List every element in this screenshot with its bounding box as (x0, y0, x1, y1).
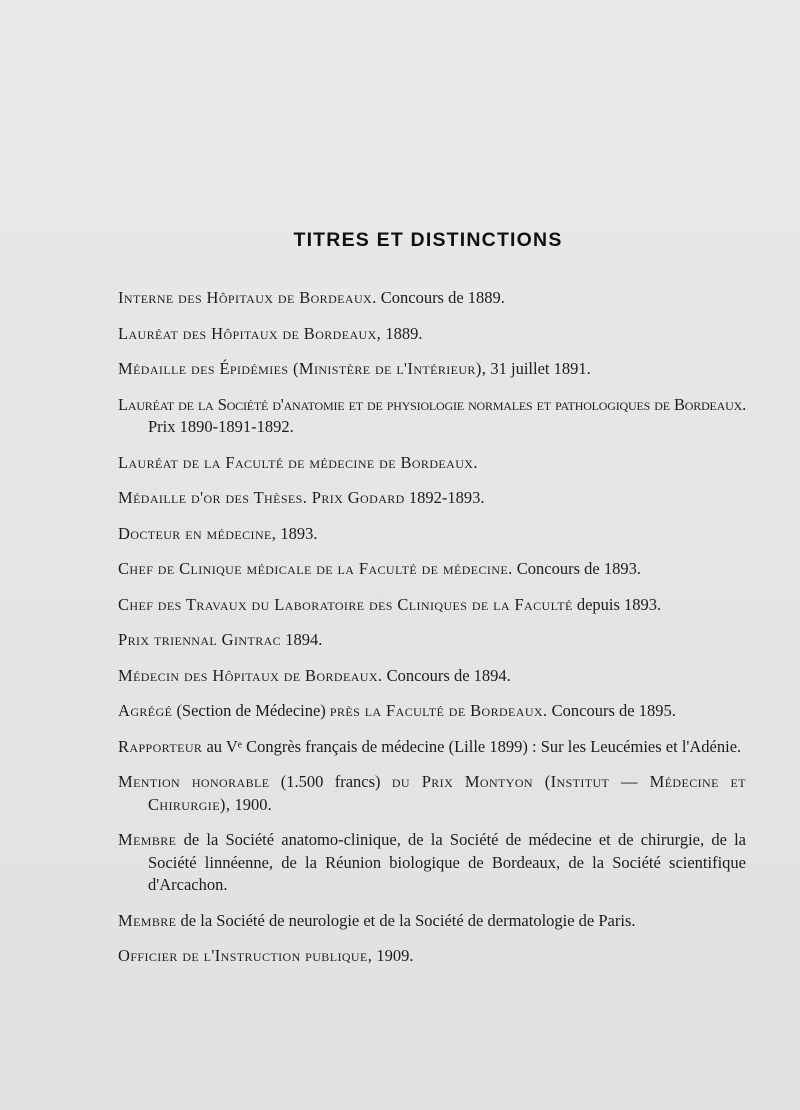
entry-heading: Chef des Travaux du Laboratoire des Cliniques de la Faculté (118, 594, 573, 614)
entry-heading-2: du Prix Montyon (Institut — Médecine et Chirurgie), (148, 772, 747, 814)
entry-text: de la Société anatomo-clinique, de la Société de médecine et de chirurgie, de la Société linnéenne, de la Réunion biologique de Bordeaux, de la Société scientifique d'Arcachon. (148, 830, 746, 894)
entry-text: 1909. (372, 946, 414, 965)
entry-heading: Interne des Hôpitaux de Bordeaux. (118, 288, 377, 307)
entry-heading: Rapporteur (118, 736, 203, 756)
list-item (118, 323, 746, 346)
list-item (118, 358, 746, 381)
entry-text: Concours de 1889. (376, 288, 505, 307)
entry-heading: Médaille d'or des Thèses. Prix Godard (118, 488, 405, 507)
list-item (118, 736, 746, 759)
list-item (118, 287, 746, 310)
page-title: TITRES ET DISTINCTIONS (293, 229, 563, 251)
list-item (118, 487, 746, 510)
list-item (118, 594, 746, 617)
list-item (118, 700, 746, 723)
entry-heading: Docteur en médecine, (118, 523, 277, 543)
entry-heading: Chef de Clinique médicale de la Faculté de médecine. (118, 559, 513, 578)
entry-heading: Médecin des Hôpitaux de Bordeaux. (118, 665, 383, 685)
entry-text-2: Concours de 1895. (547, 701, 676, 720)
entry-text: 1892-1893. (404, 488, 485, 507)
entry-heading: Prix triennal Gintrac (118, 630, 282, 649)
entry-text: 31 juillet 1891. (486, 359, 591, 378)
entry-heading-2: près la Faculté de Bordeaux. (329, 701, 548, 720)
list-item (118, 394, 746, 439)
entry-heading: Lauréat de la Société d'anatomie et de physiologie normales et pathologiques de Bordeaux. (118, 394, 746, 414)
list-item (118, 771, 746, 816)
entry-heading: Mention honorable (118, 772, 270, 791)
entry-text: depuis 1893. (572, 594, 662, 614)
list-item (118, 665, 746, 688)
entry-heading: Membre (118, 830, 177, 849)
entry-heading: Lauréat de la Faculté de médecine de Bordeaux. (118, 452, 478, 472)
list-item (118, 452, 746, 475)
entry-text: Concours de 1894. (382, 665, 511, 685)
entry-text: 1894. (281, 630, 323, 649)
distinctions-list (118, 287, 746, 981)
entry-heading: Membre (118, 910, 177, 930)
entry-text: de la Société de neurologie et de la Société de dermatologie de Paris. (176, 910, 636, 930)
list-item (118, 945, 746, 968)
list-item (118, 558, 746, 581)
entry-text: (1.500 francs) (269, 772, 392, 791)
entry-text: 1889. (381, 323, 423, 343)
entry-text: Prix 1890-1891-1892. (148, 417, 294, 436)
entry-text: Concours de 1893. (512, 559, 641, 578)
entry-text: (Section de Médecine) (172, 701, 330, 720)
list-item (118, 910, 746, 933)
entry-heading: Médaille des Épidémies (Ministère de l'Intérieur), (118, 359, 487, 378)
entry-text-2: 1900. (230, 794, 272, 814)
list-item (118, 629, 746, 652)
entry-heading: Agrégé (118, 701, 173, 720)
list-item (118, 829, 746, 897)
entry-heading: Lauréat des Hôpitaux de Bordeaux, (118, 323, 382, 343)
entry-text: 1893. (276, 523, 318, 543)
list-item (118, 523, 746, 546)
entry-heading: Officier de l'Instruction publique, (118, 946, 373, 965)
entry-text: au Vᵉ Congrès français de médecine (Lille 1899) : Sur les Leucémies et l'Adénie. (202, 736, 742, 756)
